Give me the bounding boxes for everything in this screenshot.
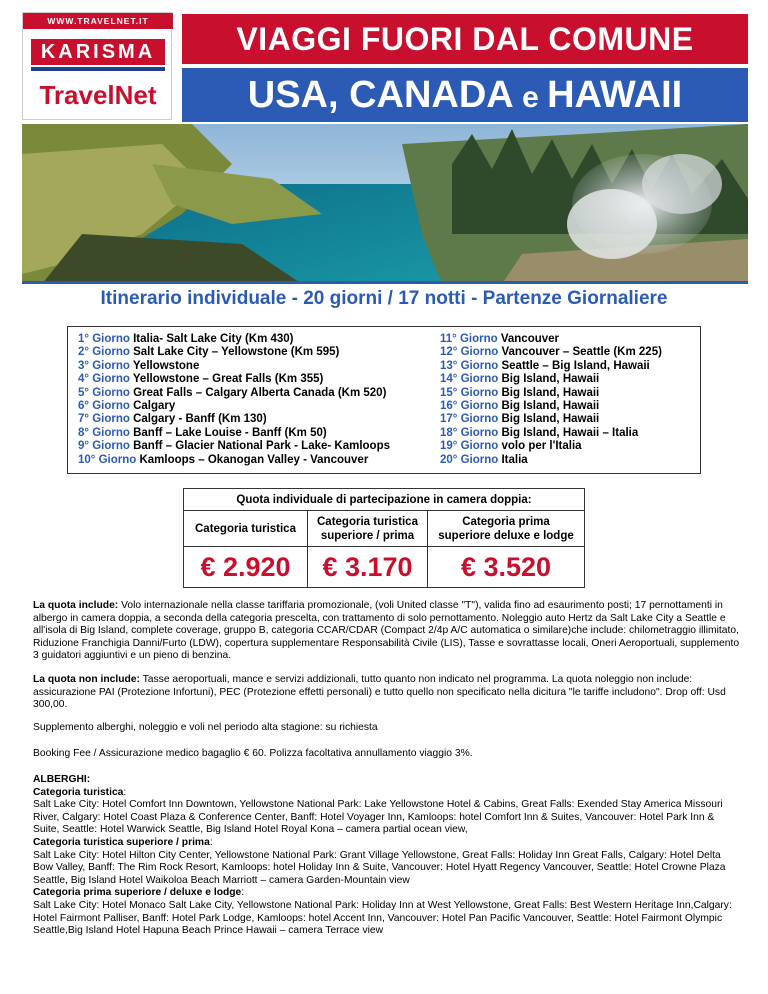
category-line: superiore / prima bbox=[320, 529, 415, 542]
quota-non-include-text: Tasse aeroportuali, mance e servizi addizionali, tutto quanto non indicato nel programma. La quota noleggio non include: assicurazione PAI (Protezione Infortuni), PEC (Protezione effetti personali) e tutto quello non specificato nella dicitura "le tariffe includono". Drop off: Usd 300,00. bbox=[33, 674, 726, 711]
hotels-cat1-text: Salt Lake City: Hotel Comfort Inn Downtown, Yellowstone National Park: Lake Yellowstone Hotel & Cabins, Great Falls: Exended Stay America Missouri River, Calgary: Hotel Coast Plaza & Conference Center, Banff: Hotel Voyager Inn, Kamloops: hotel Comfort Inn & Suites, Vancouver: Hotel Park Inn & Suite, Seattle: Hotel Warwick Seattle, Big Island Hotel Royal Kona – camera partial ocean view, bbox=[33, 799, 723, 836]
category-label-multiline bbox=[317, 515, 418, 543]
day-number: 7° Giorno bbox=[78, 413, 130, 426]
itinerary-day bbox=[440, 440, 700, 453]
header bbox=[22, 12, 748, 122]
day-number: 19° Giorno bbox=[440, 440, 499, 453]
hotels-cat2-text: Salt Lake City: Hotel Hilton City Center, Yellowstone National Park: Grant Village Yellowstone, Great Falls: Holiday Inn Great Falls, Calgary: Hotel Delta Bow Valley, Banff: The Rim Rock Resort, Kamloops: hotel Holiday Inn & Suite, Vancouver: Hotel Hyatt Regency Vancouver, Seattle: Hotel Crowne Plaza Seattle, Big Island Hotel Waikoloa Beach Marriott – camera Garden-Mountain view bbox=[33, 849, 726, 886]
day-number: 15° Giorno bbox=[440, 386, 499, 399]
hotels-cat1-heading: Categoria turistica: bbox=[33, 786, 127, 798]
category-line: Categoria turistica bbox=[317, 515, 418, 528]
logo-brand-top: KARISMA bbox=[31, 39, 165, 65]
day-number: 10° Giorno bbox=[78, 453, 137, 466]
day-place: Big Island, Hawaii bbox=[501, 386, 600, 399]
itinerary-title: Itinerario individuale - 20 giorni / 17 notti - Partenze Giornaliere bbox=[100, 288, 668, 309]
day-number: 4° Giorno bbox=[78, 373, 130, 386]
hotels-cat3-label: Categoria prima superiore / deluxe e lodge bbox=[33, 887, 242, 899]
day-number: 11° Giorno bbox=[440, 333, 498, 345]
day-place: Calgary - Banff (Km 130) bbox=[133, 413, 267, 426]
itinerary-day bbox=[78, 427, 438, 440]
day-number: 2° Giorno bbox=[78, 346, 130, 359]
quota-non-include-paragraph bbox=[33, 674, 743, 712]
hotels-section bbox=[33, 774, 743, 938]
day-number: 1° Giorno bbox=[78, 333, 130, 345]
category-line: Categoria prima bbox=[462, 515, 550, 528]
day-number: 5° Giorno bbox=[78, 386, 130, 399]
day-number: 18° Giorno bbox=[440, 426, 499, 439]
day-number: 6° Giorno bbox=[78, 400, 130, 413]
banner-destinations bbox=[182, 68, 748, 122]
karisma-travelnet-logo bbox=[22, 12, 172, 120]
booking-fee-note: Booking Fee / Assicurazione medico bagaglio € 60. Polizza facoltativa annullamento viaggio 3%. bbox=[33, 748, 473, 759]
banner-destinations-main: USA, CANADA bbox=[247, 74, 514, 116]
itinerary-day bbox=[440, 360, 700, 373]
itinerary-column-right bbox=[440, 333, 700, 467]
itinerary-day bbox=[440, 427, 700, 440]
banner-destinations-end: HAWAII bbox=[547, 74, 683, 116]
day-number: 12° Giorno bbox=[440, 346, 499, 359]
hotels-cat2-heading: Categoria turistica superiore / prima: bbox=[33, 836, 213, 848]
itinerary-day bbox=[78, 333, 438, 346]
day-place: Vancouver bbox=[500, 333, 560, 345]
itinerary-day bbox=[78, 440, 438, 453]
day-number: 8° Giorno bbox=[78, 426, 130, 439]
price-table bbox=[183, 488, 585, 588]
quota-non-include-label: La quota non include: bbox=[33, 674, 140, 685]
category-turistica-superiore bbox=[308, 511, 428, 547]
category-line: superiore deluxe e lodge bbox=[438, 529, 574, 542]
hotels-cat3-text: Salt Lake City: Hotel Monaco Salt Lake City, Yellowstone National Park: Holiday Inn at West Yellowstone, Great Falls: Best Western Heritage Inn,Calgary: Hotel Fairmont Palliser, Banff: Hotel Park Lodge, Kamloops: hotel Accent Inn, Vancouver: Hotel Pan Pacific Vancouver, Seattle: Hotel Fairmont Olympic Seattle,Big Island Hotel Hapuna Beach Prince Hawaii – camera Terrace view bbox=[33, 899, 732, 937]
category-turistica-label: Categoria turistica bbox=[195, 522, 296, 535]
itinerary-day bbox=[78, 346, 438, 359]
itinerary-day bbox=[440, 400, 700, 413]
itinerary-day bbox=[440, 454, 700, 467]
day-number: 13° Giorno bbox=[440, 359, 499, 372]
supplement-note: Supplemento alberghi, noleggio e voli nel periodo alta stagione: su richiesta bbox=[33, 722, 378, 733]
itinerary-day bbox=[440, 373, 700, 386]
day-place: Big Island, Hawaii bbox=[501, 413, 600, 426]
itinerary-day bbox=[440, 413, 700, 426]
price-turistica-superiore: € 3.170 bbox=[308, 547, 428, 587]
quota-include-label: La quota include: bbox=[33, 600, 119, 611]
price-prima-superiore: € 3.520 bbox=[460, 552, 552, 582]
itinerary-column-left bbox=[78, 333, 438, 467]
day-number: 9° Giorno bbox=[78, 440, 130, 453]
day-place: Italia- Salt Lake City (Km 430) bbox=[133, 333, 294, 345]
day-place: Italia bbox=[501, 453, 528, 466]
day-place: Calgary bbox=[133, 400, 176, 413]
itinerary-day bbox=[440, 387, 700, 400]
itinerary-day bbox=[78, 400, 438, 413]
day-place: Salt Lake City – Yellowstone (Km 595) bbox=[133, 346, 340, 359]
day-place: Yellowstone – Great Falls (Km 355) bbox=[132, 373, 324, 386]
day-place: Big Island, Hawaii bbox=[501, 400, 600, 413]
day-place: Kamloops – Okanogan Valley - Vancouver bbox=[139, 453, 369, 466]
day-number: 3° Giorno bbox=[78, 359, 130, 372]
itinerary-day bbox=[78, 360, 438, 373]
itinerary-day bbox=[78, 454, 438, 467]
category-label-multiline bbox=[438, 515, 573, 543]
day-place: Banff – Lake Louise - Banff (Km 50) bbox=[133, 426, 327, 439]
day-number: 20° Giorno bbox=[440, 453, 499, 466]
day-place: Great Falls – Calgary Alberta Canada (Km 520) bbox=[133, 386, 387, 399]
price-categories-row bbox=[184, 511, 584, 547]
logo-url: WWW.TRAVELNET.IT bbox=[23, 13, 173, 29]
itinerary-day bbox=[78, 373, 438, 386]
day-place: Vancouver – Seattle (Km 225) bbox=[501, 346, 662, 359]
quota-include-paragraph bbox=[33, 600, 743, 663]
itinerary-day bbox=[78, 413, 438, 426]
day-number: 14° Giorno bbox=[440, 373, 499, 386]
hotels-heading: ALBERGHI: bbox=[33, 774, 91, 785]
price-table-header: Quota individuale di partecipazione in camera doppia: bbox=[184, 489, 584, 511]
day-number: 16° Giorno bbox=[440, 400, 499, 413]
day-number: 17° Giorno bbox=[440, 413, 499, 426]
hotels-cat1-label: Categoria turistica bbox=[33, 786, 124, 798]
itinerary-day bbox=[440, 346, 700, 359]
day-place: Big Island, Hawaii bbox=[501, 373, 600, 386]
category-turistica bbox=[184, 511, 308, 547]
banner-title: VIAGGI FUORI DAL COMUNE bbox=[182, 14, 748, 64]
logo-divider bbox=[31, 67, 165, 71]
landscape-photo bbox=[22, 124, 748, 284]
itinerary-day bbox=[78, 387, 438, 400]
logo-brand-bottom: TravelNet bbox=[39, 80, 157, 110]
category-prima-superiore bbox=[428, 511, 584, 547]
itinerary-box bbox=[67, 326, 701, 474]
hotels-cat3-heading: Categoria prima superiore / deluxe e lodge: bbox=[33, 887, 245, 899]
day-place: volo per l'Italia bbox=[501, 440, 582, 453]
hotels-cat2-label: Categoria turistica superiore / prima bbox=[33, 836, 210, 848]
price-values-row bbox=[184, 547, 584, 587]
day-place: Yellowstone bbox=[132, 359, 200, 372]
banner-destinations-e: e bbox=[513, 81, 548, 114]
itinerary-day bbox=[440, 333, 700, 346]
day-place: Banff – Glacier National Park - Lake- Kamloops bbox=[133, 440, 391, 453]
quota-include-text: Volo internazionale nella classe tariffaria promozionale, (voli United classe "T"), valida fino ad esaurimento posti; 17 pernottamenti in albergo in camera doppia, a seconda della categoria prescelta, con trattamento di solo pernottamento. Noleggio auto Hertz da Salt Lake City a Seattle e all'isola di Big Island, complete coverage, gruppo B, categoria CCAR/CDAR (Compact 2/4p A/C automatica o similare)che include: chilometraggio illimitato, Riduzione Franchigia Danni/Furto (LDW), copertura supplementare Responsabilità Civile (LIS), Tasse e sovrattasse locali, Oneri Aeroportuali, supplemento 3 guidatori aggiuntivi e un pieno di benzina. bbox=[33, 600, 740, 662]
price-turistica: € 2.920 bbox=[184, 547, 308, 587]
day-place: Seattle – Big Island, Hawaii bbox=[501, 359, 650, 372]
day-place: Big Island, Hawaii – Italia bbox=[501, 426, 639, 439]
